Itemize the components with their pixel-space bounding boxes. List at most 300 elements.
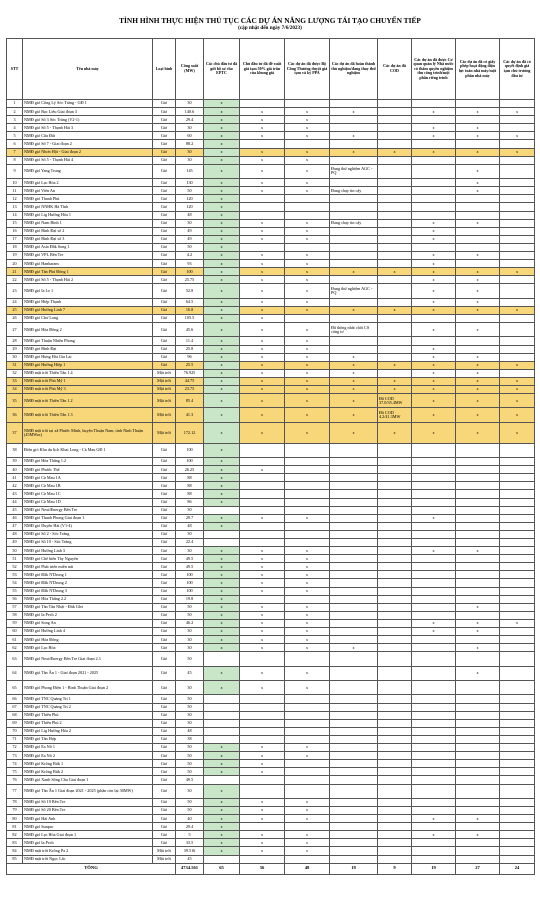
row-status-cell: x: [330, 268, 378, 276]
total-count: 18: [330, 863, 378, 874]
row-status-cell: [378, 855, 412, 863]
row-status-cell: x: [204, 116, 240, 124]
row-capacity: 100: [176, 571, 204, 579]
row-stt: 21: [7, 268, 23, 276]
row-capacity: 49.5: [176, 563, 204, 571]
row-status-cell: [330, 847, 378, 855]
row-type: Gió: [153, 628, 176, 636]
row-status-cell: x: [204, 831, 240, 839]
row-status-cell: x: [378, 385, 412, 393]
row-status-cell: [500, 195, 535, 203]
row-plant-name: NMĐ gió Hòa Đông: [23, 636, 153, 644]
row-capacity: 26.25: [176, 466, 204, 474]
row-status-cell: x: [240, 306, 285, 314]
row-type: Gió: [153, 260, 176, 268]
row-type: Gió: [153, 603, 176, 611]
row-plant-name: NMĐ gió Chế biến Tây Nguyên: [23, 555, 153, 563]
table-row: [7, 377, 535, 385]
row-status-cell: x: [330, 377, 378, 385]
row-stt: 14: [7, 211, 23, 219]
row-stt: 82: [7, 831, 23, 839]
row-status-cell: [330, 571, 378, 579]
row-capacity: 50: [176, 752, 204, 760]
row-capacity: 29.4: [176, 116, 204, 124]
row-capacity: 100: [176, 458, 204, 466]
row-status-cell: [500, 124, 535, 132]
row-status-cell: [240, 482, 285, 490]
row-status-cell: [240, 211, 285, 219]
row-capacity: 46.2: [176, 619, 204, 627]
row-status-cell: x: [285, 571, 330, 579]
row-status-cell: [240, 703, 285, 711]
row-status-cell: [285, 760, 330, 768]
row-capacity: 50: [176, 652, 204, 666]
row-capacity: 145: [176, 164, 204, 178]
row-type: Gió: [153, 235, 176, 243]
row-status-cell: x: [240, 587, 285, 595]
row-type: Gió: [153, 839, 176, 847]
row-status-cell: x: [204, 100, 240, 108]
row-status-cell: [412, 711, 456, 719]
row-type: Gió: [153, 498, 176, 506]
row-stt: 58: [7, 611, 23, 619]
row-plant-name: NMĐ gió Ea Nô 1: [23, 744, 153, 752]
row-status-cell: x: [412, 394, 456, 408]
row-status-cell: [500, 744, 535, 752]
row-status-cell: x: [285, 628, 330, 636]
row-status-cell: [500, 522, 535, 530]
row-type: Gió: [153, 268, 176, 276]
row-status-cell: x: [240, 847, 285, 855]
row-plant-name: NMĐ gió Bình Đại số 3: [23, 235, 153, 243]
row-status-cell: x: [204, 369, 240, 377]
row-stt: 28: [7, 337, 23, 345]
row-type: Mặt trời: [153, 855, 176, 863]
row-type: Gió: [153, 314, 176, 322]
row-stt: 60: [7, 628, 23, 636]
row-type: Gió: [153, 784, 176, 798]
row-status-cell: [240, 203, 285, 211]
table-row: [7, 314, 535, 322]
row-type: Gió: [153, 306, 176, 314]
row-type: Gió: [153, 140, 176, 148]
row-capacity: 50: [176, 703, 204, 711]
row-status-cell: x: [285, 831, 330, 839]
row-status-cell: x: [204, 666, 240, 680]
row-type: Gió: [153, 276, 176, 284]
row-status-cell: x: [412, 132, 456, 140]
row-status-cell: [456, 752, 500, 760]
row-plant-name: NMĐ gió Hướng Linh 3: [23, 547, 153, 555]
row-capacity: 30: [176, 711, 204, 719]
row-status-cell: [456, 823, 500, 831]
row-status-cell: x: [285, 681, 330, 695]
row-status-cell: x: [285, 132, 330, 140]
row-status-cell: x: [204, 443, 240, 457]
row-plant-name: NMĐ mặt trời Phú Mỹ 1: [23, 377, 153, 385]
row-status-cell: x: [456, 164, 500, 178]
row-stt: 70: [7, 727, 23, 735]
row-status-cell: [412, 555, 456, 563]
row-status-cell: x: [412, 361, 456, 369]
row-status-cell: [330, 695, 378, 703]
row-status-cell: [330, 124, 378, 132]
row-status-cell: [500, 498, 535, 506]
row-status-cell: [500, 140, 535, 148]
row-status-cell: x: [204, 823, 240, 831]
row-status-cell: x: [204, 587, 240, 595]
row-stt: 67: [7, 703, 23, 711]
row-status-cell: [240, 823, 285, 831]
row-status-cell: x: [412, 514, 456, 522]
row-status-cell: x: [204, 219, 240, 227]
row-status-cell: [500, 514, 535, 522]
row-type: Gió: [153, 530, 176, 538]
row-type: Gió: [153, 681, 176, 695]
row-plant-name: NMĐ gió Bạc Liêu Giai đoạn 3: [23, 108, 153, 116]
row-type: Gió: [153, 644, 176, 652]
row-capacity: 50: [176, 744, 204, 752]
row-stt: 18: [7, 243, 23, 251]
table-row: [7, 547, 535, 555]
row-status-cell: x: [412, 284, 456, 298]
row-status-cell: x: [204, 619, 240, 627]
row-status-cell: [330, 276, 378, 284]
row-status-cell: [456, 652, 500, 666]
row-status-cell: x: [330, 108, 378, 116]
row-capacity: 140.6: [176, 108, 204, 116]
row-status-cell: [330, 611, 378, 619]
row-stt: 65: [7, 681, 23, 695]
row-status-cell: [330, 116, 378, 124]
table-row: [7, 276, 535, 284]
row-plant-name: NMĐ gió TNC Quảng Trị 1: [23, 695, 153, 703]
row-status-cell: [412, 563, 456, 571]
row-status-cell: [330, 538, 378, 546]
row-type: Gió: [153, 514, 176, 522]
row-status-cell: [500, 482, 535, 490]
row-status-cell: [412, 823, 456, 831]
total-count: 9: [378, 863, 412, 874]
row-status-cell: x: [285, 514, 330, 522]
row-status-cell: x: [285, 235, 330, 243]
row-status-cell: x: [285, 361, 330, 369]
row-status-cell: [330, 179, 378, 187]
row-status-cell: [330, 514, 378, 522]
row-status-cell: [412, 847, 456, 855]
row-status-cell: [285, 735, 330, 743]
row-status-cell: [240, 458, 285, 466]
row-status-cell: x: [204, 474, 240, 482]
row-status-cell: [412, 644, 456, 652]
row-stt: 47: [7, 522, 23, 530]
row-status-cell: [240, 140, 285, 148]
row-status-cell: [456, 563, 500, 571]
row-status-cell: [412, 538, 456, 546]
row-status-cell: x: [456, 284, 500, 298]
row-status-cell: x: [412, 323, 456, 337]
row-status-cell: x: [285, 839, 330, 847]
row-status-cell: x: [285, 579, 330, 587]
row-status-cell: [330, 744, 378, 752]
row-status-cell: x: [204, 203, 240, 211]
row-status-cell: [378, 235, 412, 243]
row-status-cell: x: [204, 408, 240, 422]
row-status-cell: x: [240, 337, 285, 345]
header-license: Các dự án đã có giấy phép hoạt động điện lực toàn nhà máy/một phần nhà máy: [456, 39, 500, 100]
row-status-cell: x: [204, 482, 240, 490]
row-status-cell: [412, 474, 456, 482]
row-status-cell: [500, 187, 535, 195]
row-status-cell: [378, 314, 412, 322]
row-status-cell: [285, 498, 330, 506]
row-status-cell: [378, 760, 412, 768]
row-status-cell: [330, 498, 378, 506]
row-plant-name: NMĐ mặt trời Krông Pa 2: [23, 847, 153, 855]
row-stt: 32: [7, 369, 23, 377]
row-plant-name: NMĐ gió VPL Bến Tre: [23, 251, 153, 259]
row-status-cell: x: [204, 798, 240, 806]
row-plant-name: NMĐ gió Tân Tấn Nhật - Đăk Glei: [23, 603, 153, 611]
row-status-cell: [378, 839, 412, 847]
row-status-cell: [500, 369, 535, 377]
row-status-cell: [330, 823, 378, 831]
row-capacity: 50: [176, 798, 204, 806]
row-plant-name: NMĐ gió Hướng Hiệp 1: [23, 361, 153, 369]
row-status-cell: [456, 116, 500, 124]
row-status-cell: [330, 719, 378, 727]
row-plant-name: NMĐ gió Hiệp Thạnh: [23, 298, 153, 306]
row-status-cell: [456, 768, 500, 776]
row-type: Gió: [153, 652, 176, 666]
row-status-cell: x: [285, 306, 330, 314]
row-status-cell: x: [240, 284, 285, 298]
row-status-cell: [240, 522, 285, 530]
row-status-cell: [378, 695, 412, 703]
row-status-cell: [378, 466, 412, 474]
row-status-cell: x: [456, 377, 500, 385]
row-stt: 35: [7, 394, 23, 408]
row-capacity: 30: [176, 636, 204, 644]
row-stt: 68: [7, 711, 23, 719]
row-status-cell: [456, 156, 500, 164]
row-capacity: 4.2: [176, 251, 204, 259]
row-stt: 83: [7, 839, 23, 847]
table-row: [7, 798, 535, 806]
row-stt: 5: [7, 132, 23, 140]
row-status-cell: [285, 727, 330, 735]
row-capacity: 50: [176, 603, 204, 611]
table-row: [7, 385, 535, 393]
row-plant-name: NMĐ gió Công Lý Sóc Trăng - GĐ 1: [23, 100, 153, 108]
row-status-cell: [456, 744, 500, 752]
row-status-cell: [378, 619, 412, 627]
row-status-cell: x: [412, 298, 456, 306]
row-status-cell: [500, 164, 535, 178]
row-status-cell: [456, 784, 500, 798]
row-stt: 1: [7, 100, 23, 108]
row-status-cell: [500, 611, 535, 619]
row-status-cell: [285, 719, 330, 727]
row-type: Gió: [153, 744, 176, 752]
row-status-cell: x: [412, 628, 456, 636]
row-status-cell: x: [240, 148, 285, 156]
row-plant-name: NMĐ gió Duyên Hải (V1-4): [23, 522, 153, 530]
row-status-cell: x: [330, 353, 378, 361]
row-status-cell: Đang chạy tin cậy: [330, 219, 378, 227]
row-status-cell: [500, 243, 535, 251]
row-status-cell: x: [285, 116, 330, 124]
row-type: Gió: [153, 719, 176, 727]
row-status-cell: x: [456, 276, 500, 284]
row-capacity: 11.4: [176, 337, 204, 345]
table-row: [7, 752, 535, 760]
row-type: Gió: [153, 179, 176, 187]
row-capacity: 30: [176, 628, 204, 636]
row-status-cell: x: [240, 377, 285, 385]
table-row: [7, 361, 535, 369]
row-status-cell: [412, 719, 456, 727]
row-capacity: 45: [176, 855, 204, 863]
row-status-cell: [456, 839, 500, 847]
row-capacity: 100: [176, 579, 204, 587]
table-row: [7, 681, 535, 695]
table-row: [7, 298, 535, 306]
row-status-cell: x: [500, 361, 535, 369]
header-investment-decision: Các dự án đã có quyết định giá tạm chủ trương đầu tư: [500, 39, 535, 100]
row-status-cell: [330, 587, 378, 595]
row-status-cell: [378, 579, 412, 587]
row-status-cell: x: [285, 815, 330, 823]
row-status-cell: [500, 719, 535, 727]
row-status-cell: [330, 666, 378, 680]
row-status-cell: x: [330, 408, 378, 422]
row-status-cell: [285, 776, 330, 784]
row-status-cell: x: [412, 227, 456, 235]
row-status-cell: x: [330, 644, 378, 652]
row-status-cell: [378, 323, 412, 337]
row-status-cell: x: [204, 847, 240, 855]
row-capacity: 22.4: [176, 538, 204, 546]
row-status-cell: x: [204, 323, 240, 337]
row-stt: 45: [7, 506, 23, 514]
row-type: Gió: [153, 611, 176, 619]
row-status-cell: x: [456, 644, 500, 652]
row-status-cell: x: [500, 108, 535, 116]
row-status-cell: [412, 735, 456, 743]
row-status-cell: [412, 703, 456, 711]
total-count: 65: [204, 863, 240, 874]
row-capacity: 85.4: [176, 394, 204, 408]
row-status-cell: [412, 806, 456, 814]
row-capacity: 120: [176, 203, 204, 211]
row-status-cell: [330, 243, 378, 251]
row-status-cell: [456, 514, 500, 522]
row-status-cell: x: [330, 361, 378, 369]
row-status-cell: x: [204, 815, 240, 823]
row-status-cell: [500, 345, 535, 353]
row-status-cell: x: [240, 466, 285, 474]
row-status-cell: [412, 571, 456, 579]
row-status-cell: x: [240, 251, 285, 259]
row-status-cell: x: [456, 361, 500, 369]
row-status-cell: x: [412, 260, 456, 268]
row-plant-name: NMĐ gió Bình Đại: [23, 345, 153, 353]
row-status-cell: x: [240, 298, 285, 306]
row-type: Gió: [153, 538, 176, 546]
row-status-cell: x: [456, 251, 500, 259]
row-status-cell: x: [204, 140, 240, 148]
row-status-cell: x: [204, 385, 240, 393]
row-status-cell: [240, 652, 285, 666]
row-status-cell: x: [240, 385, 285, 393]
row-stt: 9: [7, 164, 23, 178]
row-stt: 75: [7, 768, 23, 776]
row-stt: 23: [7, 284, 23, 298]
row-status-cell: [378, 815, 412, 823]
table-row: [7, 784, 535, 798]
header-name: Tên nhà máy: [23, 39, 153, 100]
table-row: [7, 227, 535, 235]
table-row: [7, 498, 535, 506]
row-capacity: 23.75: [176, 385, 204, 393]
row-plant-name: NMĐ gió Số 19 Bến Tre: [23, 798, 153, 806]
row-plant-name: NMĐ gió Cà Mau 1A: [23, 474, 153, 482]
row-status-cell: x: [456, 124, 500, 132]
row-status-cell: [456, 798, 500, 806]
row-status-cell: x: [456, 148, 500, 156]
row-plant-name: NMĐ gió Phát triển miền núi: [23, 563, 153, 571]
header-capacity: Công suất (MW): [176, 39, 204, 100]
row-status-cell: x: [500, 132, 535, 140]
row-status-cell: x: [285, 666, 330, 680]
row-status-cell: x: [412, 547, 456, 555]
row-status-cell: [412, 100, 456, 108]
row-status-cell: x: [204, 595, 240, 603]
table-row: [7, 666, 535, 680]
row-status-cell: [285, 506, 330, 514]
row-status-cell: [378, 595, 412, 603]
row-status-cell: [412, 140, 456, 148]
row-plant-name: NMĐ gió Chơ Long: [23, 314, 153, 322]
row-status-cell: [378, 727, 412, 735]
row-status-cell: [240, 784, 285, 798]
row-status-cell: [378, 251, 412, 259]
row-status-cell: x: [412, 108, 456, 116]
row-stt: 40: [7, 466, 23, 474]
row-status-cell: x: [330, 385, 378, 393]
row-stt: 64: [7, 666, 23, 680]
row-capacity: 88.2: [176, 140, 204, 148]
row-stt: 72: [7, 744, 23, 752]
row-status-cell: [285, 823, 330, 831]
row-status-cell: [330, 522, 378, 530]
row-status-cell: [285, 443, 330, 457]
row-status-cell: x: [204, 466, 240, 474]
row-status-cell: x: [204, 636, 240, 644]
table-row: [7, 514, 535, 522]
row-status-cell: [412, 314, 456, 322]
row-status-cell: x: [240, 666, 285, 680]
row-status-cell: x: [240, 394, 285, 408]
row-plant-name: NMĐ gió Cà Mau 1D: [23, 498, 153, 506]
row-status-cell: [378, 547, 412, 555]
row-status-cell: x: [204, 628, 240, 636]
row-status-cell: [500, 823, 535, 831]
row-status-cell: [412, 243, 456, 251]
row-status-cell: [285, 482, 330, 490]
row-status-cell: [204, 652, 240, 666]
